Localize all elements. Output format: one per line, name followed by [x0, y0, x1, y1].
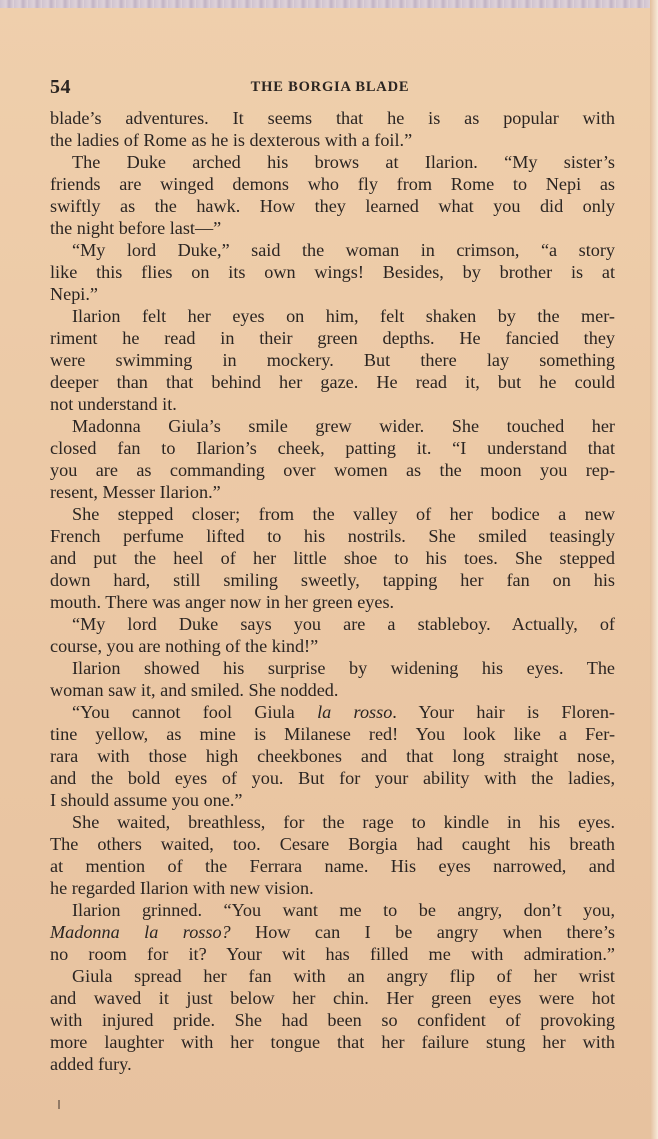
text-line: were swimming in mockery. But there lay something	[50, 350, 615, 370]
text-line: Madonna Giula’s smile grew wider. She touched her	[72, 416, 615, 436]
text-line: rara with those high cheekbones and that long straight nose,	[50, 746, 615, 766]
text-line: She stepped closer; from the valley of her bodice a new	[72, 504, 615, 524]
text-line: closed fan to Ilarion’s cheek, patting it. “I understand that	[50, 438, 615, 458]
page-number: 54	[50, 76, 71, 98]
text-line: and waved it just below her chin. Her green eyes were hot	[50, 988, 615, 1008]
text-line: She waited, breathless, for the rage to kindle in his eyes.	[72, 812, 615, 832]
text-line: like this flies on its own wings! Besides, by brother is at	[50, 262, 615, 282]
text-line: Ilarion grinned. “You want me to be angry, don’t you,	[72, 900, 615, 920]
text-line: and the bold eyes of you. But for your ability with the ladies,	[50, 768, 615, 788]
text-line	[50, 921, 615, 943]
italic-text: Madonna la rosso?	[50, 922, 231, 942]
text-line: mouth. There was anger now in her green eyes.	[50, 592, 395, 612]
text-line: deeper than that behind her gaze. He read it, but he could	[50, 372, 615, 392]
text-line: the night before last—”	[50, 218, 222, 238]
text-line: with injured pride. She had been so confident of provoking	[50, 1010, 615, 1030]
text-line: I should assume you one.”	[50, 790, 243, 810]
right-page-edge	[650, 0, 658, 1139]
text-line: the ladies of Rome as he is dexterous with a foil.”	[50, 130, 413, 150]
page-header	[50, 74, 610, 100]
text-line: and put the heel of her little shoe to his toes. She stepped	[50, 548, 615, 568]
text-line: resent, Messer Ilarion.”	[50, 482, 221, 502]
text-line: The Duke arched his brows at Ilarion. “My sister’s	[72, 152, 615, 172]
text-line: tine yellow, as mine is Milanese red! You look like a Fer-	[50, 724, 615, 744]
text-line: swiftly as the hawk. How they learned what you did only	[50, 196, 615, 216]
top-edge-strip	[0, 0, 658, 8]
italic-text: la rosso	[317, 702, 393, 722]
text-line: The others waited, too. Cesare Borgia had caught his breath	[50, 834, 615, 854]
running-head: THE BORGIA BLADE	[250, 79, 410, 95]
text-line: no room for it? Your wit has filled me with admiration.”	[50, 944, 615, 964]
text-line: course, you are nothing of the kind!”	[50, 636, 319, 656]
text-segment: How can I be angry when there’s	[230, 922, 616, 942]
text-line: Ilarion showed his surprise by widening his eyes. The	[72, 658, 615, 678]
text-line: friends are winged demons who fly from Rome to Nepi as	[50, 174, 615, 194]
text-line: blade’s adventures. It seems that he is as popular with	[50, 108, 615, 128]
body-text	[50, 107, 615, 1075]
ink-speck	[58, 1100, 60, 1109]
text-line: Nepi.”	[50, 284, 98, 304]
text-line: you are as commanding over women as the moon you rep-	[50, 460, 615, 480]
text-line: “My lord Duke says you are a stableboy. Actually, of	[72, 614, 615, 634]
text-segment: “You cannot fool Giula	[72, 702, 318, 722]
text-line: more laughter with her tongue that her failure stung her with	[50, 1032, 615, 1052]
text-line: Ilarion felt her eyes on him, felt shaken by the mer-	[72, 306, 615, 326]
text-line: added fury.	[50, 1054, 132, 1074]
text-line: down hard, still smiling sweetly, tapping her fan on his	[50, 570, 615, 590]
text-line: riment he read in their green depths. He fancied they	[50, 328, 615, 348]
text-segment: . Your hair is Floren-	[392, 702, 615, 722]
text-line: French perfume lifted to his nostrils. She smiled teasingly	[50, 526, 615, 546]
text-line: at mention of the Ferrara name. His eyes narrowed, and	[50, 856, 615, 876]
text-line: “My lord Duke,” said the woman in crimson, “a story	[72, 240, 615, 260]
text-line: not understand it.	[50, 394, 177, 414]
text-line: he regarded Ilarion with new vision.	[50, 878, 314, 898]
text-line: Giula spread her fan with an angry flip of her wrist	[72, 966, 615, 986]
text-line: woman saw it, and smiled. She nodded.	[50, 680, 339, 700]
text-line	[50, 701, 615, 723]
